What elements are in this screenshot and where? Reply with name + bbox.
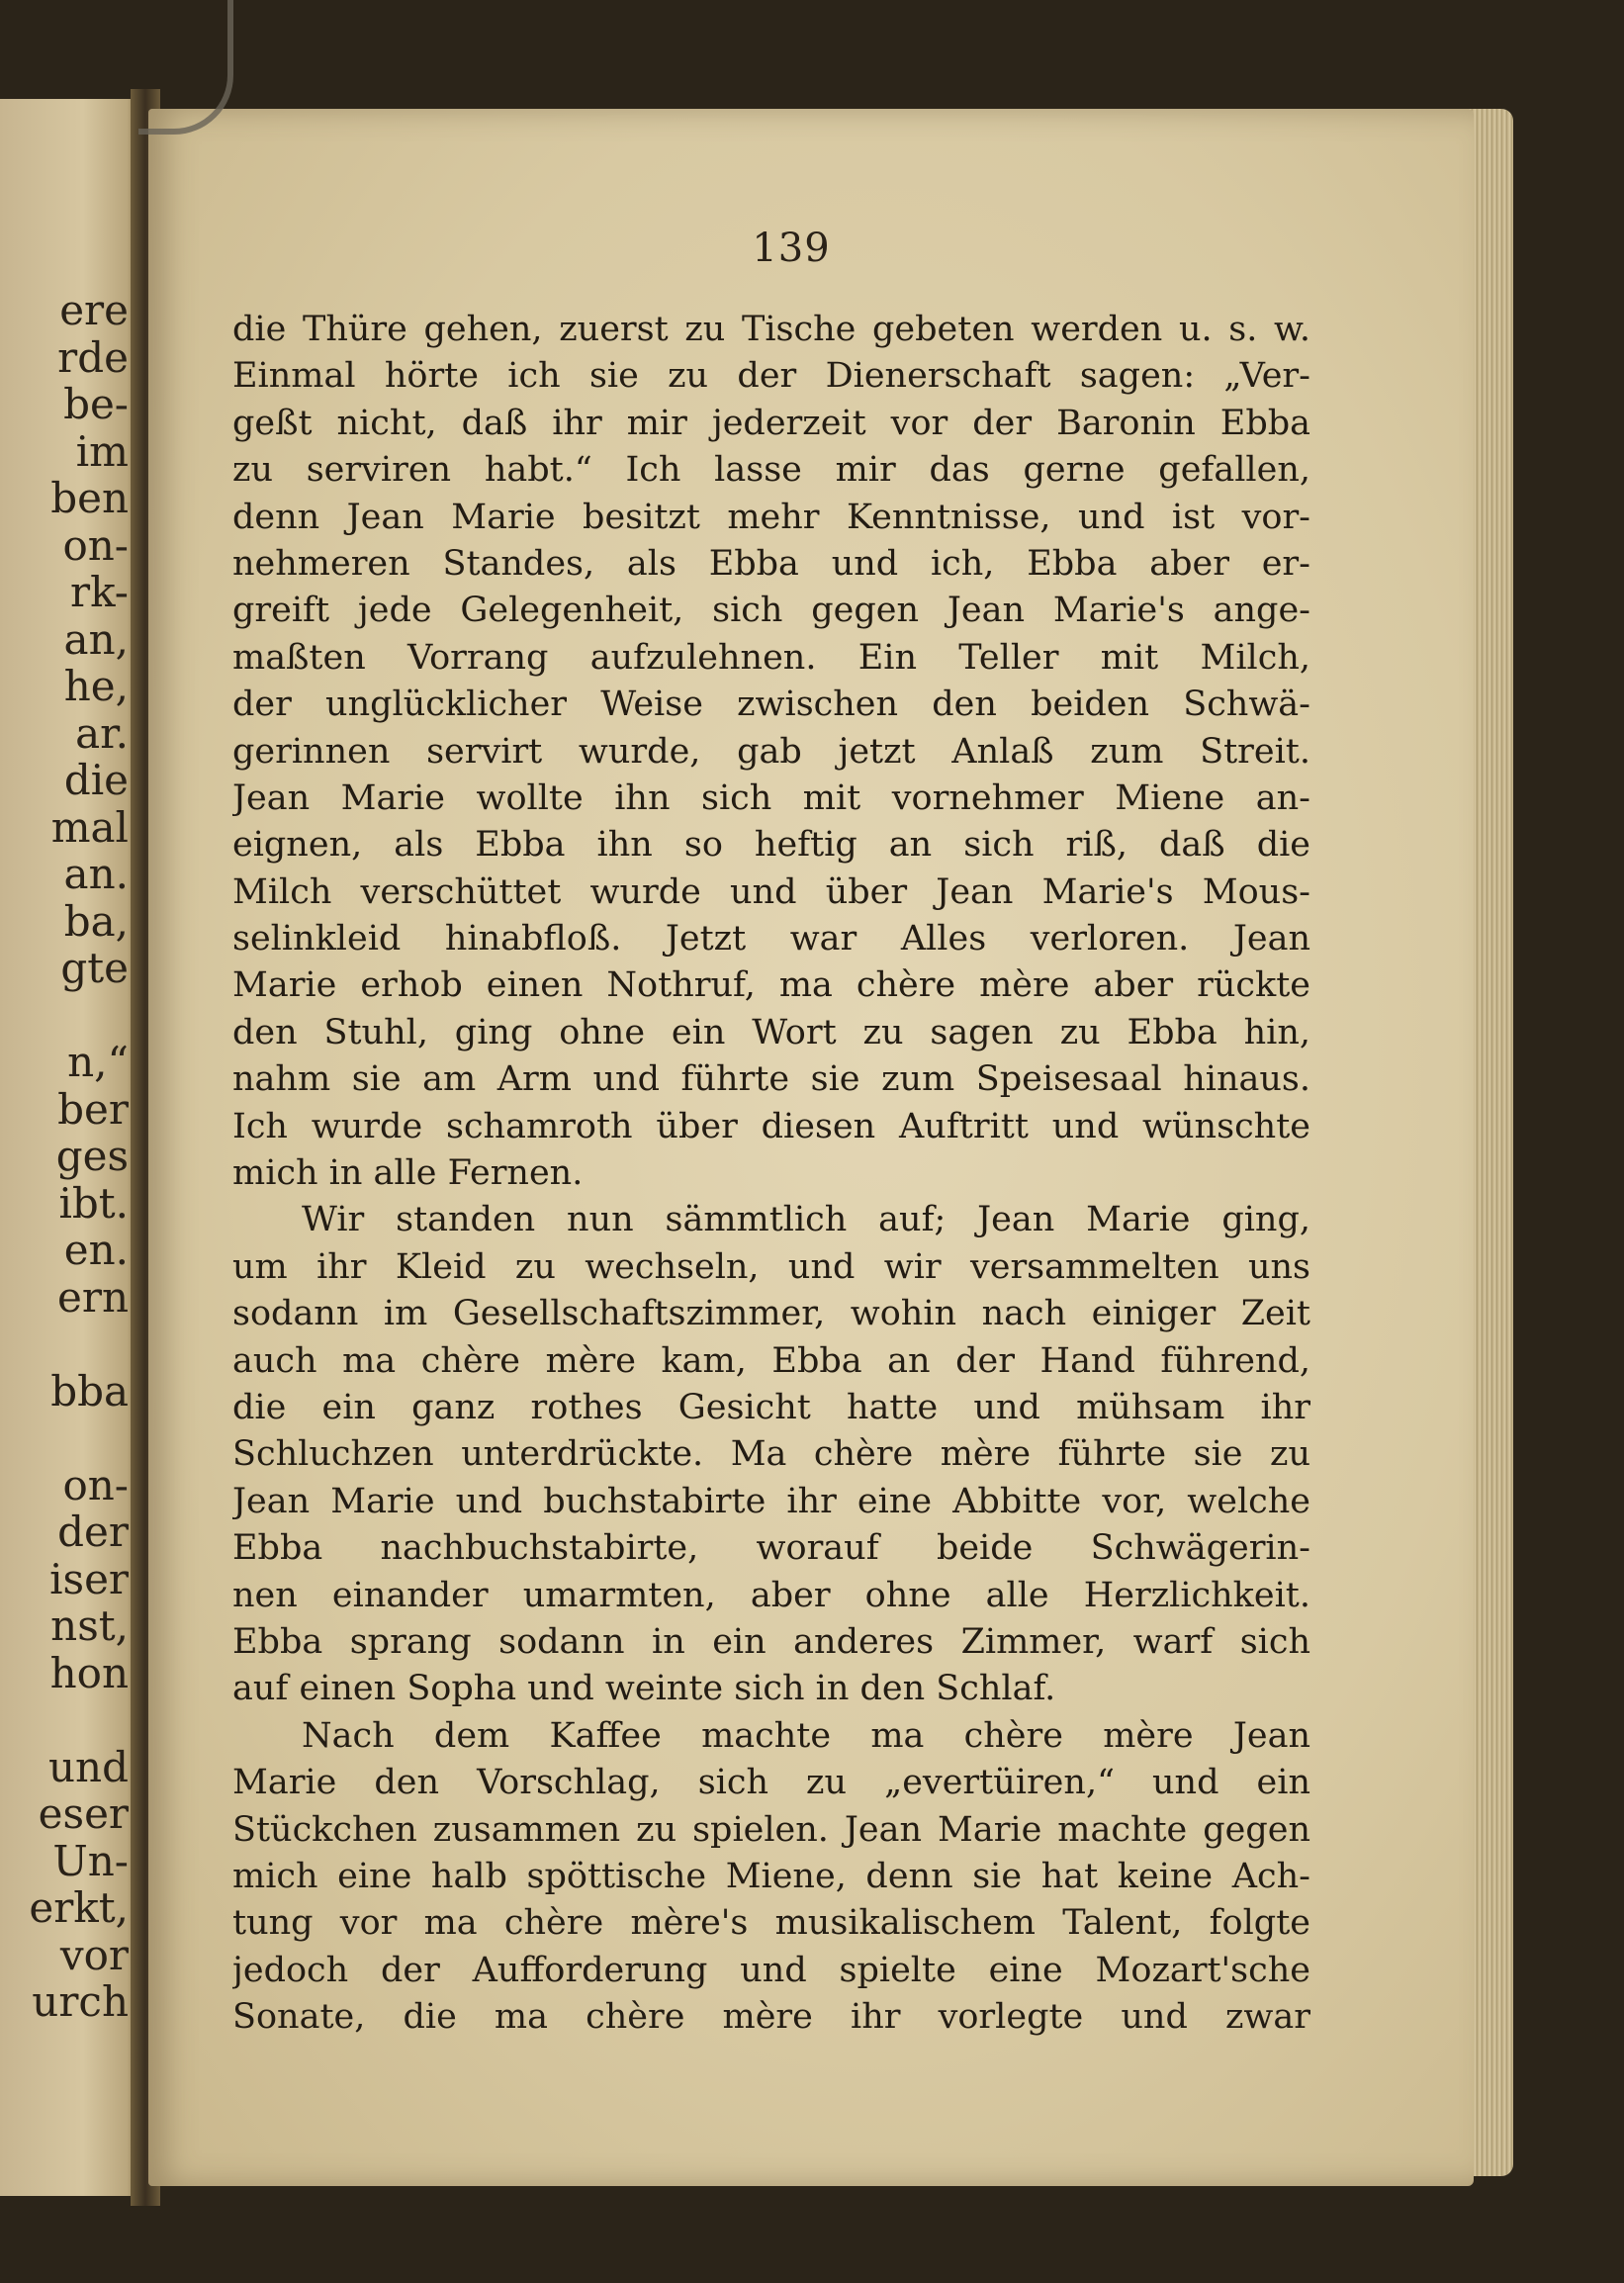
text-line: eignen, als Ebba ihn so heftig an sich riß, daß die	[232, 825, 1310, 866]
text-line: maßten Vorrang aufzulehnen. Ein Teller mit Milch,	[232, 637, 1310, 678]
left-text-fragment: an,	[63, 615, 129, 663]
text-line: Marie erhob einen Nothruf, ma chère mère aber rückte	[232, 965, 1310, 1006]
text-line: auch ma chère mère kam, Ebba an der Hand führend,	[232, 1340, 1310, 1381]
left-text-fragment: an.	[63, 851, 129, 898]
left-text-fragment: rk-	[70, 569, 129, 616]
text-line: Milch verschüttet wurde und über Jean Marie's Mous-	[232, 871, 1310, 912]
left-text-fragment: urch	[32, 1978, 129, 2026]
left-text-fragment: ben	[50, 475, 129, 522]
text-line: Schluchzen unterdrückte. Ma chère mère führte sie zu	[232, 1434, 1310, 1475]
left-text-fragment: iser	[49, 1555, 129, 1602]
text-line: Marie den Vorschlag, sich zu „evertüiren,“ und ein	[232, 1763, 1310, 1803]
left-text-fragment: he,	[63, 663, 129, 710]
left-text-fragment: nst,	[50, 1602, 129, 1650]
text-line: nehmeren Standes, als Ebba und ich, Ebba aber er-	[232, 543, 1310, 584]
left-text-fragment	[0, 1321, 129, 1368]
left-text-fragment: ern	[57, 1273, 129, 1321]
left-text-fragment	[0, 992, 129, 1040]
left-text-fragment: on-	[62, 1461, 129, 1508]
left-text-fragment: n,“	[67, 1039, 129, 1086]
text-line: denn Jean Marie besitzt mehr Kenntnisse, und ist vor-	[232, 497, 1310, 537]
left-text-fragment: ibt.	[58, 1179, 129, 1227]
text-line: auf einen Sopha und weinte sich in den Schlaf.	[232, 1669, 1056, 1709]
left-text-fragment: ar.	[75, 709, 129, 757]
left-text-fragment	[0, 1415, 129, 1462]
left-text-fragment: hon	[49, 1649, 129, 1696]
text-line: mich in alle Fernen.	[232, 1153, 584, 1194]
text-line: gerinnen servirt wurde, gab jetzt Anlaß zum Streit.	[232, 731, 1310, 772]
text-line: Jean Marie und buchstabirte ihr eine Abbitte vor, welche	[232, 1481, 1310, 1521]
text-line: selinkleid hinabfloß. Jetzt war Alles verloren. Jean	[232, 919, 1310, 959]
text-line: greift jede Gelegenheit, sich gegen Jean Marie's ange-	[232, 591, 1310, 631]
text-line: Ebba nachbuchstabirte, worauf beide Schwägerin-	[232, 1528, 1310, 1569]
left-text-fragment: vor	[59, 1931, 129, 1978]
left-text-fragment: rde	[57, 333, 129, 381]
text-line: mich eine halb spöttische Miene, denn sie hat keine Ach-	[232, 1856, 1310, 1896]
text-line: Wir standen nun sämmtlich auf; Jean Marie ging,	[302, 1200, 1310, 1240]
text-line: Stückchen zusammen zu spielen. Jean Marie machte gegen	[232, 1809, 1310, 1850]
text-line: den Stuhl, ging ohne ein Wort zu sagen zu Ebba hin,	[232, 1012, 1310, 1052]
left-text-fragment: die	[63, 757, 129, 804]
left-text-fragment: mal	[50, 803, 129, 851]
text-line: Nach dem Kaffee machte ma chère mère Jean	[302, 1715, 1310, 1756]
text-line: Einmal hörte ich sie zu der Dienerschaft sagen: „Ver-	[232, 356, 1310, 397]
right-page	[148, 109, 1474, 2186]
page-number: 139	[752, 226, 831, 271]
text-line: nen einander umarmten, aber ohne alle Herzlichkeit.	[232, 1575, 1310, 1615]
left-text-fragment: on-	[62, 521, 129, 569]
left-text-fragment: eser	[38, 1790, 129, 1838]
left-text-fragment: erkt,	[29, 1884, 129, 1932]
left-text-fragment: ges	[55, 1133, 129, 1180]
text-line: die Thüre gehen, zuerst zu Tische gebeten werden u. s. w.	[232, 310, 1310, 349]
text-line: nahm sie am Arm und führte sie zum Speisesaal hinaus.	[232, 1059, 1310, 1100]
text-line: Jean Marie wollte ihn sich mit vornehmer Miene an-	[232, 777, 1310, 818]
left-text-fragment: ere	[59, 287, 129, 334]
left-page-text	[0, 287, 129, 2026]
left-text-fragment: en.	[63, 1227, 129, 1274]
text-line: um ihr Kleid zu wechseln, und wir versammelten uns	[232, 1246, 1310, 1287]
text-line: sodann im Gesellschaftszimmer, wohin nach einiger Zeit	[232, 1294, 1310, 1334]
left-page	[0, 99, 138, 2196]
text-line: die ein ganz rothes Gesicht hatte und mühsam ihr	[232, 1387, 1310, 1427]
text-line: Ich wurde schamroth über diesen Auftritt und wünschte	[232, 1106, 1310, 1146]
text-line: tung vor ma chère mère's musikalischem Talent, folgte	[232, 1903, 1310, 1944]
text-line: Sonate, die ma chère mère ihr vorlegte und zwar	[232, 1997, 1310, 2038]
left-text-fragment	[0, 1696, 129, 1744]
left-text-fragment: bba	[50, 1367, 129, 1415]
left-text-fragment: im	[75, 427, 129, 475]
left-text-fragment: Un-	[52, 1837, 129, 1884]
page-body-text	[232, 307, 1310, 2041]
text-line: der unglücklicher Weise zwischen den beiden Schwä-	[232, 685, 1310, 725]
left-text-fragment: be-	[63, 381, 129, 428]
text-line: jedoch der Aufforderung und spielte eine Mozart'sche	[232, 1950, 1310, 1990]
left-text-fragment: gte	[60, 945, 129, 992]
left-text-fragment: ba,	[63, 897, 129, 945]
text-line: geßt nicht, daß ihr mir jederzeit vor der Baronin Ebba	[232, 403, 1310, 443]
left-text-fragment: der	[57, 1508, 129, 1556]
text-line: zu serviren habt.“ Ich lasse mir das gerne gefallen,	[232, 450, 1310, 491]
text-line: Ebba sprang sodann in ein anderes Zimmer, warf sich	[232, 1621, 1310, 1662]
left-text-fragment: ber	[57, 1085, 129, 1133]
left-text-fragment: und	[48, 1743, 129, 1790]
